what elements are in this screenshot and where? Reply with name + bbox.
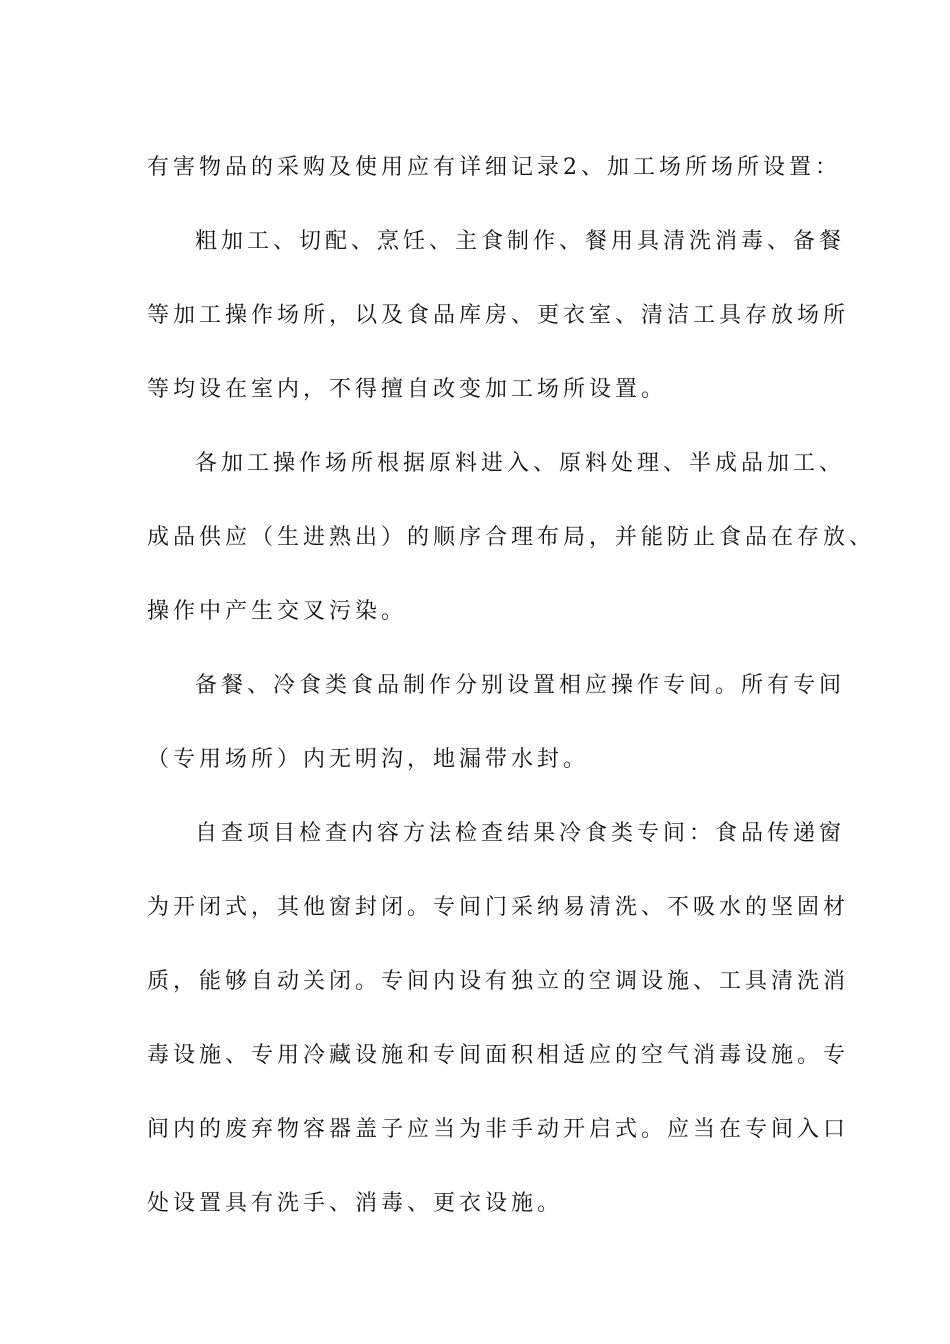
text-line: 备餐、冷食类食品制作分别设置相应操作专间。所有专间 [195, 673, 846, 698]
text-line: 成品供应（生进熟出）的顺序合理布局，并能防止食品在存放、 [147, 525, 876, 550]
text-line: 有害物品的采购及使用应有详细记录2、加工场所场所设置： [147, 155, 841, 180]
text-line: 毒设施、专用冷藏设施和专间面积相适应的空气消毒设施。专 [147, 1043, 850, 1068]
text-line: 为开闭式，其他窗封闭。专间门采纳易清洗、不吸水的坚固材 [147, 895, 850, 920]
text-line: 自查项目检查内容方法检查结果冷食类专间：食品传递窗 [195, 821, 846, 846]
text-line: 处设置具有洗手、消毒、更衣设施。 [147, 1191, 564, 1216]
body-text [147, 131, 876, 1241]
text-line: 各加工操作场所根据原料进入、原料处理、半成品加工、 [195, 451, 846, 476]
text-line: 等加工操作场所，以及食品库房、更衣室、清洁工具存放场所 [147, 303, 850, 328]
text-line: 质，能够自动关闭。专间内设有独立的空调设施、工具清洗消 [147, 969, 850, 994]
text-line: 粗加工、切配、烹饪、主食制作、餐用具清洗消毒、备餐 [195, 229, 846, 254]
text-line: 操作中产生交叉污染。 [147, 599, 408, 624]
text-line: 等均设在室内，不得擅自改变加工场所设置。 [147, 377, 668, 402]
text-line: 间内的废弃物容器盖子应当为非手动开启式。应当在专间入口 [147, 1117, 850, 1142]
text-line: （专用场所）内无明沟，地漏带水封。 [147, 747, 590, 772]
